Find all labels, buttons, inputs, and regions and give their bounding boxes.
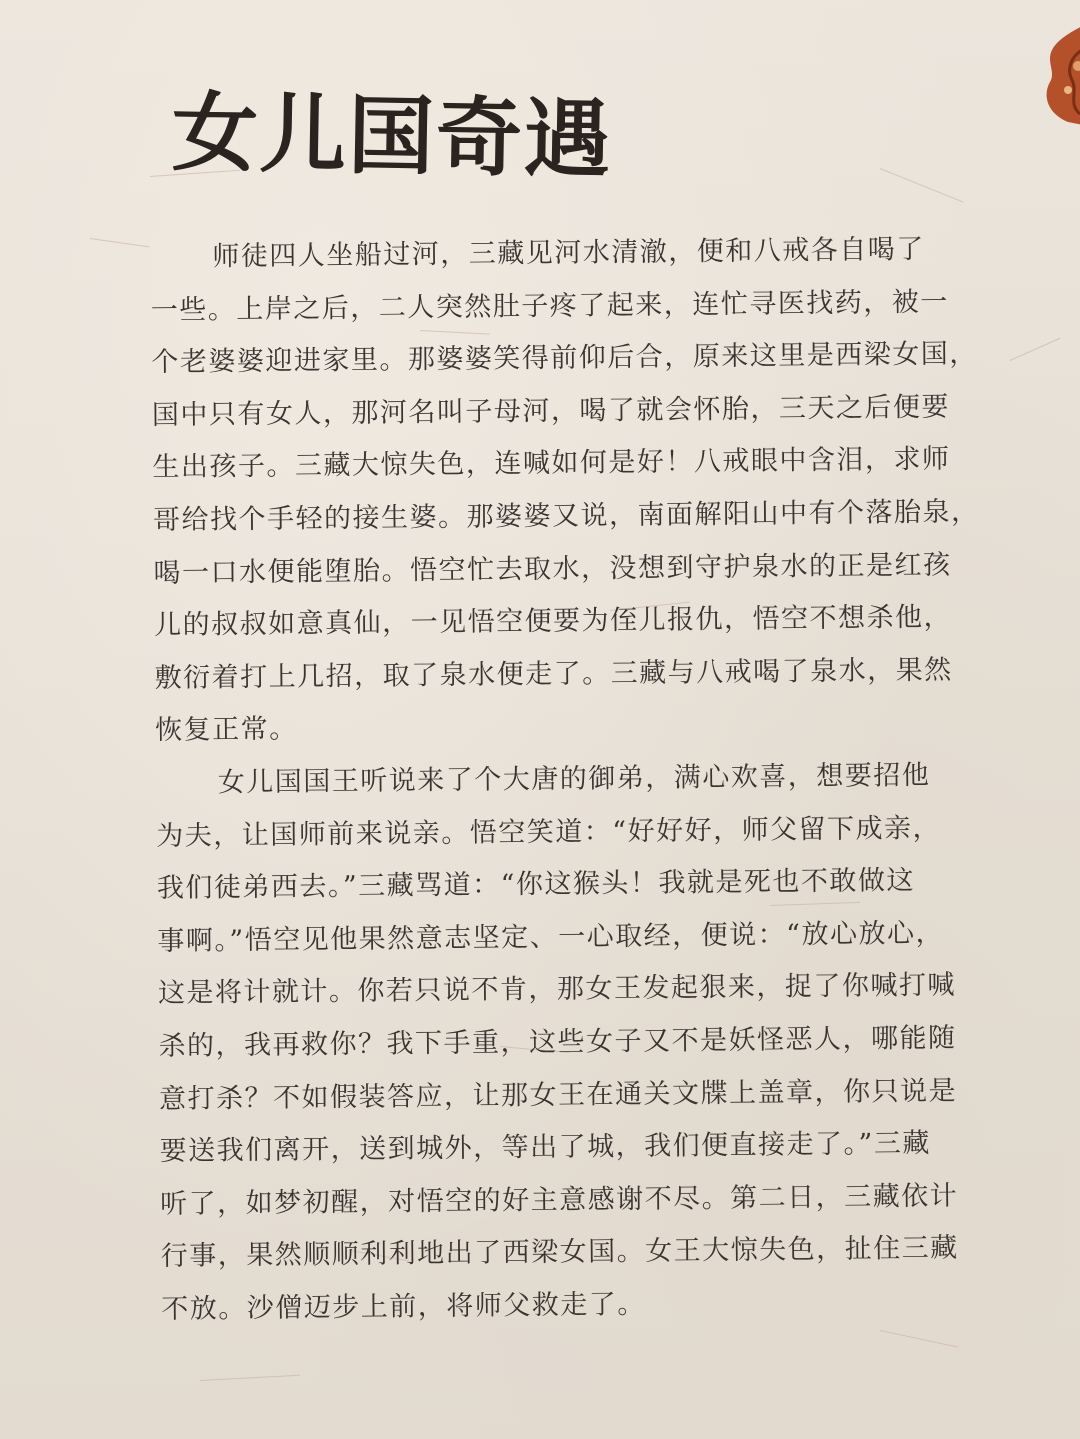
text-line: 国中只有女人，那河名叫子母河，喝了就会怀胎，三天之后便要 [151,391,951,431]
text-line: 恢复正常。 [155,713,298,747]
text-line: 这是将计就计。你若只说不肯，那女王发起狠来，捉了你喊打喊 [157,969,957,1010]
paragraph-1 [150,223,985,758]
text-line: 我们徒弟西去。”三藏骂道：“你这猴头！我就是死也不敢做这 [156,865,916,905]
paragraph-2 [156,749,992,1336]
story-body [150,223,992,1336]
text-line: 哥给找个手轻的接生婆。那婆婆又说，南面解阳山中有个落胎泉， [152,496,980,536]
text-line: 听了，如梦初醒，对悟空的好主意感谢不尽。第二日，三藏依计 [160,1180,959,1220]
paper-fiber [1010,338,1061,361]
corner-ornament-icon [1028,18,1080,128]
paper-fiber [90,238,150,247]
text-line: 个老婆婆迎进家里。那婆婆笑得前仰后合，原来这里是西梁女国， [151,338,978,379]
paper-fiber [880,1330,958,1348]
text-line: 一些。上岸之后，二人突然肚子疼了起来，连忙寻医找药，被一 [150,286,949,326]
text-line: 儿的叔叔如意真仙，一见悟空便要为侄儿报仇，悟空不想杀他， [153,601,953,642]
page-title: 女儿国奇遇 [171,82,613,191]
text-line: 生出孩子。三藏大惊失色，连喊如何是好！八戒眼中含泪，求师 [152,444,951,484]
text-line: 要送我们离开，送到城外，等出了城，我们便直接走了。”三藏 [159,1127,932,1168]
text-line: 不放。沙僧迈步上前，将师父救走了。 [161,1288,646,1325]
text-line: 师徒四人坐船过河，三藏见河水清澈，便和八戒各自喝了 [212,233,925,273]
paper-fiber [200,1375,300,1381]
text-line: 喝一口水便能堕胎。悟空忙去取水，没想到守护泉水的正是红孩 [153,549,952,589]
text-line: 女儿国国王听说来了个大唐的御弟，满心欢喜，想要招他 [217,759,931,799]
text-line: 行事，果然顺顺利利地出了西梁女国。女王大惊失色，扯住三藏 [160,1232,959,1273]
paper-fiber [880,168,964,203]
text-line: 事啊。”悟空见他果然意志坚定、一心取经，便说：“放心放心， [157,917,945,957]
text-line: 为夫，让国师前来说亲。悟空笑道：“好好好，师父留下成亲， [156,812,942,852]
text-line: 敷衍着打上几招，取了泉水便走了。三藏与八戒喝了泉水，果然 [154,654,953,694]
text-line: 杀的，我再救你？我下手重，这些女子又不是妖怪恶人，哪能随 [158,1022,957,1062]
text-line: 意打杀？不如假装答应，让那女王在通关文牒上盖章，你只说是 [158,1075,958,1115]
